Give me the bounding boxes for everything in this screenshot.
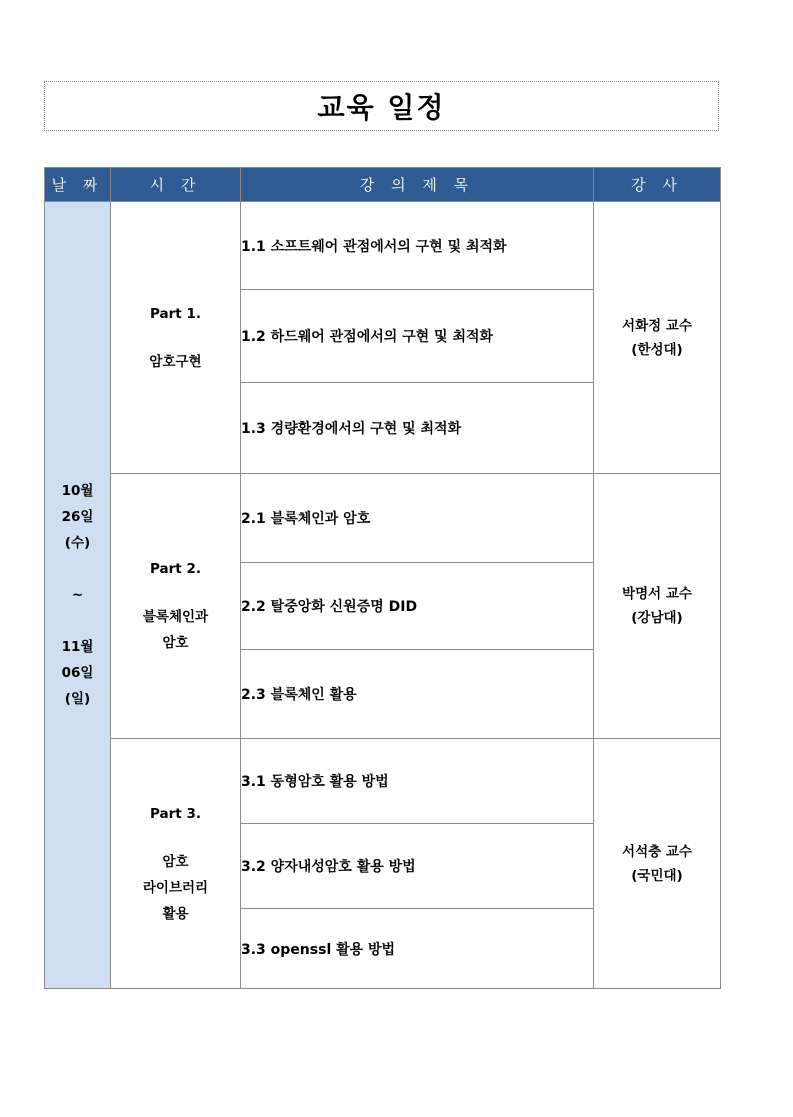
- lecturer-cell-1: [594, 202, 721, 474]
- schedule-table: [44, 167, 721, 989]
- lecture-title: 2.3 블록체인 활용: [241, 650, 594, 739]
- header-row: [45, 168, 721, 202]
- part-cell-2: [111, 474, 241, 739]
- lecture-title: 2.2 탈중앙화 신원증명 DID: [241, 563, 594, 650]
- lecturer-name: 서화정 교수: [622, 317, 692, 334]
- part-name: 암호구현: [149, 353, 202, 370]
- date-end-day: 06일: [61, 665, 94, 681]
- part-cell-1: [111, 202, 241, 474]
- lecturer-name: 박명서 교수: [622, 586, 692, 602]
- lecturer-affiliation: (강남대): [631, 610, 683, 626]
- date-start-day: 26일: [61, 509, 94, 525]
- lecture-title: 1.2 하드웨어 관점에서의 구현 및 최적화: [241, 290, 594, 383]
- table-row: [45, 202, 721, 290]
- date-start-weekday: (수): [64, 535, 91, 551]
- part-label: Part 3.: [150, 805, 201, 822]
- date-tilde: ~: [71, 587, 84, 603]
- part-name: 블록체인과: [142, 609, 209, 625]
- part-label: Part 2.: [150, 561, 201, 577]
- part-label: Part 1.: [150, 305, 201, 322]
- header-time: 시 간: [111, 168, 241, 202]
- date-end-month: 11월: [61, 639, 94, 655]
- part-name: 활용: [162, 905, 189, 922]
- lecture-title: 3.2 양자내성암호 활용 방법: [241, 824, 594, 909]
- lecture-title: 1.3 경량환경에서의 구현 및 최적화: [241, 383, 594, 474]
- lecturer-cell-3: [594, 739, 721, 989]
- page-title: 교육 일정: [317, 91, 446, 124]
- table-row: [45, 739, 721, 824]
- lecture-title: 3.3 openssl 활용 방법: [241, 909, 594, 989]
- lecturer-affiliation: (한성대): [631, 341, 683, 358]
- lecture-title: 1.1 소프트웨어 관점에서의 구현 및 최적화: [241, 202, 594, 290]
- date-start-month: 10월: [61, 483, 94, 499]
- lecturer-affiliation: (국민대): [631, 867, 683, 884]
- title-box: [44, 81, 719, 131]
- date-cell: [45, 202, 111, 989]
- lecture-title: 2.1 블록체인과 암호: [241, 474, 594, 563]
- header-date: 날 짜: [45, 168, 111, 202]
- lecturer-name: 서석충 교수: [622, 843, 692, 860]
- lecture-title: 3.1 동형암호 활용 방법: [241, 739, 594, 824]
- date-end-weekday: (일): [64, 691, 91, 707]
- part-name: 암호: [162, 635, 189, 651]
- part-name: 라이브러리: [142, 879, 209, 896]
- header-lecturer: 강 사: [594, 168, 721, 202]
- header-lecture: 강 의 제 목: [241, 168, 594, 202]
- lecturer-cell-2: [594, 474, 721, 739]
- part-name: 암호: [162, 853, 189, 870]
- table-row: [45, 474, 721, 563]
- part-cell-3: [111, 739, 241, 989]
